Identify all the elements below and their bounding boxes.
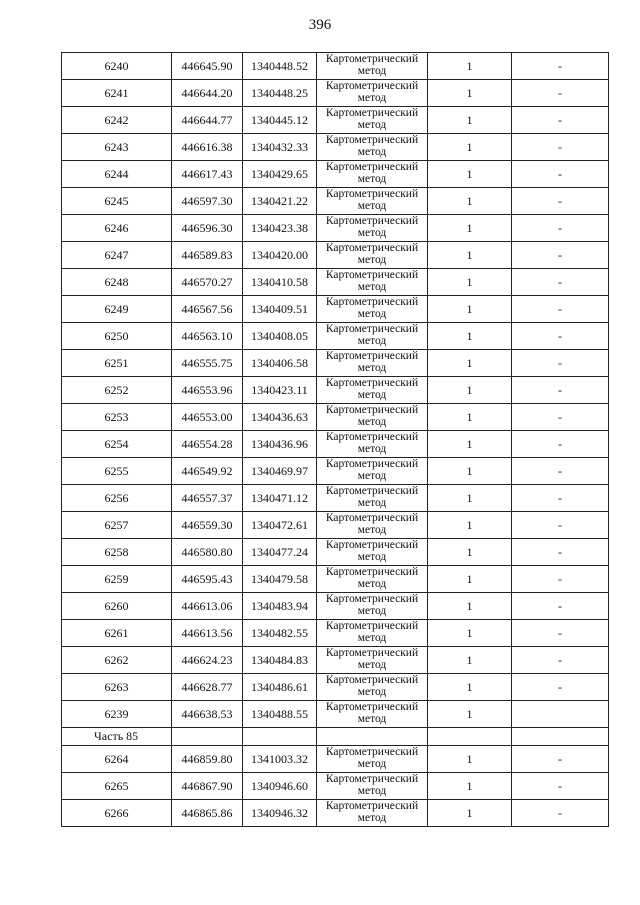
point-number-cell: 6252 bbox=[62, 377, 172, 404]
table-row bbox=[62, 485, 609, 512]
section-cell-empty bbox=[428, 728, 512, 746]
x-coordinate-cell: 446553.00 bbox=[172, 404, 243, 431]
dash-cell: - bbox=[512, 377, 609, 404]
y-coordinate-cell: 1340436.63 bbox=[243, 404, 317, 431]
dash-cell: - bbox=[512, 161, 609, 188]
x-coordinate-cell: 446617.43 bbox=[172, 161, 243, 188]
dash-cell: - bbox=[512, 188, 609, 215]
x-coordinate-cell: 446645.90 bbox=[172, 53, 243, 80]
x-coordinate-cell: 446859.80 bbox=[172, 746, 243, 773]
method-line2: метод bbox=[357, 65, 387, 77]
y-coordinate-cell: 1340486.61 bbox=[243, 674, 317, 701]
x-coordinate-cell: 446865.86 bbox=[172, 800, 243, 827]
y-coordinate-cell: 1340471.12 bbox=[243, 485, 317, 512]
point-number-cell: 6266 bbox=[62, 800, 172, 827]
method-line2: метод bbox=[357, 308, 387, 320]
point-number-cell: 6261 bbox=[62, 620, 172, 647]
method-line2: метод bbox=[357, 713, 387, 725]
point-number-cell: 6254 bbox=[62, 431, 172, 458]
method-line2: метод bbox=[357, 416, 387, 428]
table-row bbox=[62, 773, 609, 800]
method-line1: Картометрический bbox=[325, 674, 419, 686]
y-coordinate-cell: 1340483.94 bbox=[243, 593, 317, 620]
dash-cell: - bbox=[512, 485, 609, 512]
dash-cell: - bbox=[512, 350, 609, 377]
x-coordinate-cell: 446613.56 bbox=[172, 620, 243, 647]
table-row bbox=[62, 647, 609, 674]
method-cell bbox=[317, 566, 428, 593]
method-cell bbox=[317, 800, 428, 827]
method-line1: Картометрический bbox=[325, 53, 419, 65]
method-line2: метод bbox=[357, 443, 387, 455]
method-line2: метод bbox=[357, 551, 387, 563]
table-row bbox=[62, 269, 609, 296]
section-label: Часть 85 bbox=[62, 728, 172, 746]
method-line2: метод bbox=[357, 173, 387, 185]
count-cell: 1 bbox=[428, 350, 512, 377]
y-coordinate-cell: 1340421.22 bbox=[243, 188, 317, 215]
count-cell: 1 bbox=[428, 593, 512, 620]
point-number-cell: 6244 bbox=[62, 161, 172, 188]
count-cell: 1 bbox=[428, 188, 512, 215]
method-cell bbox=[317, 215, 428, 242]
method-line2: метод bbox=[357, 335, 387, 347]
method-cell bbox=[317, 620, 428, 647]
table-row bbox=[62, 215, 609, 242]
count-cell: 1 bbox=[428, 512, 512, 539]
dash-cell: - bbox=[512, 566, 609, 593]
method-cell bbox=[317, 350, 428, 377]
table-row bbox=[62, 458, 609, 485]
point-number-cell: 6260 bbox=[62, 593, 172, 620]
dash-cell: - bbox=[512, 647, 609, 674]
point-number-cell: 6258 bbox=[62, 539, 172, 566]
method-line1: Картометрический bbox=[325, 800, 419, 812]
y-coordinate-cell: 1340946.60 bbox=[243, 773, 317, 800]
table-row bbox=[62, 593, 609, 620]
y-coordinate-cell: 1340946.32 bbox=[243, 800, 317, 827]
method-line1: Картометрический bbox=[325, 215, 419, 227]
coordinates-table bbox=[61, 52, 609, 827]
point-number-cell: 6247 bbox=[62, 242, 172, 269]
count-cell: 1 bbox=[428, 107, 512, 134]
count-cell: 1 bbox=[428, 404, 512, 431]
method-cell bbox=[317, 431, 428, 458]
dash-cell: - bbox=[512, 773, 609, 800]
table-row bbox=[62, 107, 609, 134]
x-coordinate-cell: 446559.30 bbox=[172, 512, 243, 539]
count-cell: 1 bbox=[428, 215, 512, 242]
dash-cell: - bbox=[512, 404, 609, 431]
table-row bbox=[62, 242, 609, 269]
y-coordinate-cell: 1340479.58 bbox=[243, 566, 317, 593]
x-coordinate-cell: 446624.23 bbox=[172, 647, 243, 674]
x-coordinate-cell: 446549.92 bbox=[172, 458, 243, 485]
method-line1: Картометрический bbox=[325, 404, 419, 416]
count-cell: 1 bbox=[428, 431, 512, 458]
table-row bbox=[62, 161, 609, 188]
point-number-cell: 6256 bbox=[62, 485, 172, 512]
method-line1: Картометрический bbox=[325, 431, 419, 443]
x-coordinate-cell: 446867.90 bbox=[172, 773, 243, 800]
method-line2: метод bbox=[357, 524, 387, 536]
table-row bbox=[62, 323, 609, 350]
dash-cell: - bbox=[512, 215, 609, 242]
count-cell: 1 bbox=[428, 458, 512, 485]
x-coordinate-cell: 446554.28 bbox=[172, 431, 243, 458]
count-cell: 1 bbox=[428, 134, 512, 161]
method-line2: метод bbox=[357, 659, 387, 671]
count-cell: 1 bbox=[428, 620, 512, 647]
dash-cell bbox=[512, 701, 609, 728]
method-line2: метод bbox=[357, 119, 387, 131]
count-cell: 1 bbox=[428, 269, 512, 296]
y-coordinate-cell: 1340420.00 bbox=[243, 242, 317, 269]
y-coordinate-cell: 1340477.24 bbox=[243, 539, 317, 566]
table-body-part-a bbox=[62, 53, 609, 728]
method-line2: метод bbox=[357, 578, 387, 590]
dash-cell: - bbox=[512, 53, 609, 80]
method-line1: Картометрический bbox=[325, 620, 419, 632]
method-line1: Картометрический bbox=[325, 458, 419, 470]
table-row bbox=[62, 800, 609, 827]
method-line2: метод bbox=[357, 785, 387, 797]
point-number-cell: 6239 bbox=[62, 701, 172, 728]
y-coordinate-cell: 1340406.58 bbox=[243, 350, 317, 377]
method-cell bbox=[317, 701, 428, 728]
y-coordinate-cell: 1340410.58 bbox=[243, 269, 317, 296]
method-cell bbox=[317, 746, 428, 773]
table-row bbox=[62, 701, 609, 728]
count-cell: 1 bbox=[428, 323, 512, 350]
point-number-cell: 6245 bbox=[62, 188, 172, 215]
x-coordinate-cell: 446567.56 bbox=[172, 296, 243, 323]
x-coordinate-cell: 446555.75 bbox=[172, 350, 243, 377]
method-cell bbox=[317, 242, 428, 269]
y-coordinate-cell: 1341003.32 bbox=[243, 746, 317, 773]
count-cell: 1 bbox=[428, 296, 512, 323]
count-cell: 1 bbox=[428, 566, 512, 593]
table-row bbox=[62, 746, 609, 773]
section-row bbox=[62, 728, 609, 746]
count-cell: 1 bbox=[428, 161, 512, 188]
point-number-cell: 6249 bbox=[62, 296, 172, 323]
table-row bbox=[62, 674, 609, 701]
y-coordinate-cell: 1340429.65 bbox=[243, 161, 317, 188]
count-cell: 1 bbox=[428, 674, 512, 701]
y-coordinate-cell: 1340448.52 bbox=[243, 53, 317, 80]
point-number-cell: 6255 bbox=[62, 458, 172, 485]
point-number-cell: 6262 bbox=[62, 647, 172, 674]
y-coordinate-cell: 1340408.05 bbox=[243, 323, 317, 350]
count-cell: 1 bbox=[428, 242, 512, 269]
method-line1: Картометрический bbox=[325, 566, 419, 578]
point-number-cell: 6264 bbox=[62, 746, 172, 773]
method-line1: Картометрический bbox=[325, 80, 419, 92]
method-line2: метод bbox=[357, 605, 387, 617]
x-coordinate-cell: 446580.80 bbox=[172, 539, 243, 566]
x-coordinate-cell: 446616.38 bbox=[172, 134, 243, 161]
section-header bbox=[62, 728, 609, 746]
count-cell: 1 bbox=[428, 800, 512, 827]
y-coordinate-cell: 1340445.12 bbox=[243, 107, 317, 134]
method-line1: Картометрический bbox=[325, 539, 419, 551]
y-coordinate-cell: 1340448.25 bbox=[243, 80, 317, 107]
x-coordinate-cell: 446613.06 bbox=[172, 593, 243, 620]
method-cell bbox=[317, 161, 428, 188]
method-line2: метод bbox=[357, 200, 387, 212]
count-cell: 1 bbox=[428, 773, 512, 800]
table-row bbox=[62, 80, 609, 107]
dash-cell: - bbox=[512, 80, 609, 107]
dash-cell: - bbox=[512, 512, 609, 539]
point-number-cell: 6248 bbox=[62, 269, 172, 296]
dash-cell: - bbox=[512, 242, 609, 269]
count-cell: 1 bbox=[428, 647, 512, 674]
point-number-cell: 6251 bbox=[62, 350, 172, 377]
method-line2: метод bbox=[357, 254, 387, 266]
y-coordinate-cell: 1340436.96 bbox=[243, 431, 317, 458]
method-line1: Картометрический bbox=[325, 323, 419, 335]
table-row bbox=[62, 620, 609, 647]
method-line1: Картометрический bbox=[325, 296, 419, 308]
method-line2: метод bbox=[357, 497, 387, 509]
dash-cell: - bbox=[512, 593, 609, 620]
point-number-cell: 6259 bbox=[62, 566, 172, 593]
point-number-cell: 6263 bbox=[62, 674, 172, 701]
dash-cell: - bbox=[512, 269, 609, 296]
method-cell bbox=[317, 80, 428, 107]
count-cell: 1 bbox=[428, 80, 512, 107]
method-line1: Картометрический bbox=[325, 593, 419, 605]
y-coordinate-cell: 1340472.61 bbox=[243, 512, 317, 539]
x-coordinate-cell: 446570.27 bbox=[172, 269, 243, 296]
y-coordinate-cell: 1340423.38 bbox=[243, 215, 317, 242]
x-coordinate-cell: 446644.20 bbox=[172, 80, 243, 107]
count-cell: 1 bbox=[428, 746, 512, 773]
point-number-cell: 6241 bbox=[62, 80, 172, 107]
point-number-cell: 6257 bbox=[62, 512, 172, 539]
method-line2: метод bbox=[357, 632, 387, 644]
method-line1: Картометрический bbox=[325, 269, 419, 281]
x-coordinate-cell: 446553.96 bbox=[172, 377, 243, 404]
method-cell bbox=[317, 323, 428, 350]
x-coordinate-cell: 446596.30 bbox=[172, 215, 243, 242]
dash-cell: - bbox=[512, 107, 609, 134]
table-row bbox=[62, 512, 609, 539]
section-cell-empty bbox=[317, 728, 428, 746]
method-line2: метод bbox=[357, 92, 387, 104]
method-line1: Картометрический bbox=[325, 377, 419, 389]
method-line1: Картометрический bbox=[325, 701, 419, 713]
method-line2: метод bbox=[357, 389, 387, 401]
table-body-part-b bbox=[62, 746, 609, 827]
section-cell-empty bbox=[172, 728, 243, 746]
table-row bbox=[62, 134, 609, 161]
table-row bbox=[62, 431, 609, 458]
point-number-cell: 6265 bbox=[62, 773, 172, 800]
table-row bbox=[62, 350, 609, 377]
table-row bbox=[62, 188, 609, 215]
method-line1: Картометрический bbox=[325, 161, 419, 173]
method-cell bbox=[317, 296, 428, 323]
section-cell-empty bbox=[243, 728, 317, 746]
dash-cell: - bbox=[512, 431, 609, 458]
dash-cell: - bbox=[512, 539, 609, 566]
method-line1: Картометрический bbox=[325, 107, 419, 119]
method-line2: метод bbox=[357, 227, 387, 239]
method-line2: метод bbox=[357, 758, 387, 770]
method-line1: Картометрический bbox=[325, 773, 419, 785]
x-coordinate-cell: 446589.83 bbox=[172, 242, 243, 269]
y-coordinate-cell: 1340423.11 bbox=[243, 377, 317, 404]
count-cell: 1 bbox=[428, 53, 512, 80]
y-coordinate-cell: 1340488.55 bbox=[243, 701, 317, 728]
y-coordinate-cell: 1340469.97 bbox=[243, 458, 317, 485]
point-number-cell: 6243 bbox=[62, 134, 172, 161]
table-row bbox=[62, 404, 609, 431]
y-coordinate-cell: 1340484.83 bbox=[243, 647, 317, 674]
method-cell bbox=[317, 773, 428, 800]
table-row bbox=[62, 296, 609, 323]
method-cell bbox=[317, 512, 428, 539]
count-cell: 1 bbox=[428, 539, 512, 566]
method-cell bbox=[317, 647, 428, 674]
method-line2: метод bbox=[357, 470, 387, 482]
y-coordinate-cell: 1340432.33 bbox=[243, 134, 317, 161]
x-coordinate-cell: 446638.53 bbox=[172, 701, 243, 728]
method-cell bbox=[317, 377, 428, 404]
method-cell bbox=[317, 269, 428, 296]
table-row bbox=[62, 539, 609, 566]
dash-cell: - bbox=[512, 134, 609, 161]
method-line1: Картометрический bbox=[325, 485, 419, 497]
point-number-cell: 6246 bbox=[62, 215, 172, 242]
x-coordinate-cell: 446644.77 bbox=[172, 107, 243, 134]
method-line2: метод bbox=[357, 812, 387, 824]
method-line1: Картометрический bbox=[325, 134, 419, 146]
method-cell bbox=[317, 404, 428, 431]
y-coordinate-cell: 1340409.51 bbox=[243, 296, 317, 323]
count-cell: 1 bbox=[428, 701, 512, 728]
x-coordinate-cell: 446563.10 bbox=[172, 323, 243, 350]
method-cell bbox=[317, 107, 428, 134]
dash-cell: - bbox=[512, 800, 609, 827]
table-row bbox=[62, 566, 609, 593]
dash-cell: - bbox=[512, 458, 609, 485]
method-cell bbox=[317, 188, 428, 215]
x-coordinate-cell: 446628.77 bbox=[172, 674, 243, 701]
point-number-cell: 6250 bbox=[62, 323, 172, 350]
point-number-cell: 6240 bbox=[62, 53, 172, 80]
point-number-cell: 6253 bbox=[62, 404, 172, 431]
dash-cell: - bbox=[512, 296, 609, 323]
method-line2: метод bbox=[357, 146, 387, 158]
method-line1: Картометрический bbox=[325, 350, 419, 362]
x-coordinate-cell: 446557.37 bbox=[172, 485, 243, 512]
method-line2: метод bbox=[357, 281, 387, 293]
method-line1: Картометрический bbox=[325, 512, 419, 524]
dash-cell: - bbox=[512, 746, 609, 773]
x-coordinate-cell: 446595.43 bbox=[172, 566, 243, 593]
method-cell bbox=[317, 593, 428, 620]
page-number: 396 bbox=[308, 17, 332, 33]
method-cell bbox=[317, 485, 428, 512]
method-cell bbox=[317, 458, 428, 485]
method-line2: метод bbox=[357, 362, 387, 374]
method-line1: Картометрический bbox=[325, 188, 419, 200]
point-number-cell: 6242 bbox=[62, 107, 172, 134]
method-cell bbox=[317, 134, 428, 161]
method-line1: Картометрический bbox=[325, 746, 419, 758]
method-line1: Картометрический bbox=[325, 242, 419, 254]
table-row bbox=[62, 377, 609, 404]
table-row bbox=[62, 53, 609, 80]
dash-cell: - bbox=[512, 674, 609, 701]
dash-cell: - bbox=[512, 620, 609, 647]
method-line1: Картометрический bbox=[325, 647, 419, 659]
y-coordinate-cell: 1340482.55 bbox=[243, 620, 317, 647]
count-cell: 1 bbox=[428, 485, 512, 512]
method-cell bbox=[317, 539, 428, 566]
count-cell: 1 bbox=[428, 377, 512, 404]
section-cell-empty bbox=[512, 728, 609, 746]
method-line2: метод bbox=[357, 686, 387, 698]
dash-cell: - bbox=[512, 323, 609, 350]
method-cell bbox=[317, 53, 428, 80]
method-cell bbox=[317, 674, 428, 701]
x-coordinate-cell: 446597.30 bbox=[172, 188, 243, 215]
